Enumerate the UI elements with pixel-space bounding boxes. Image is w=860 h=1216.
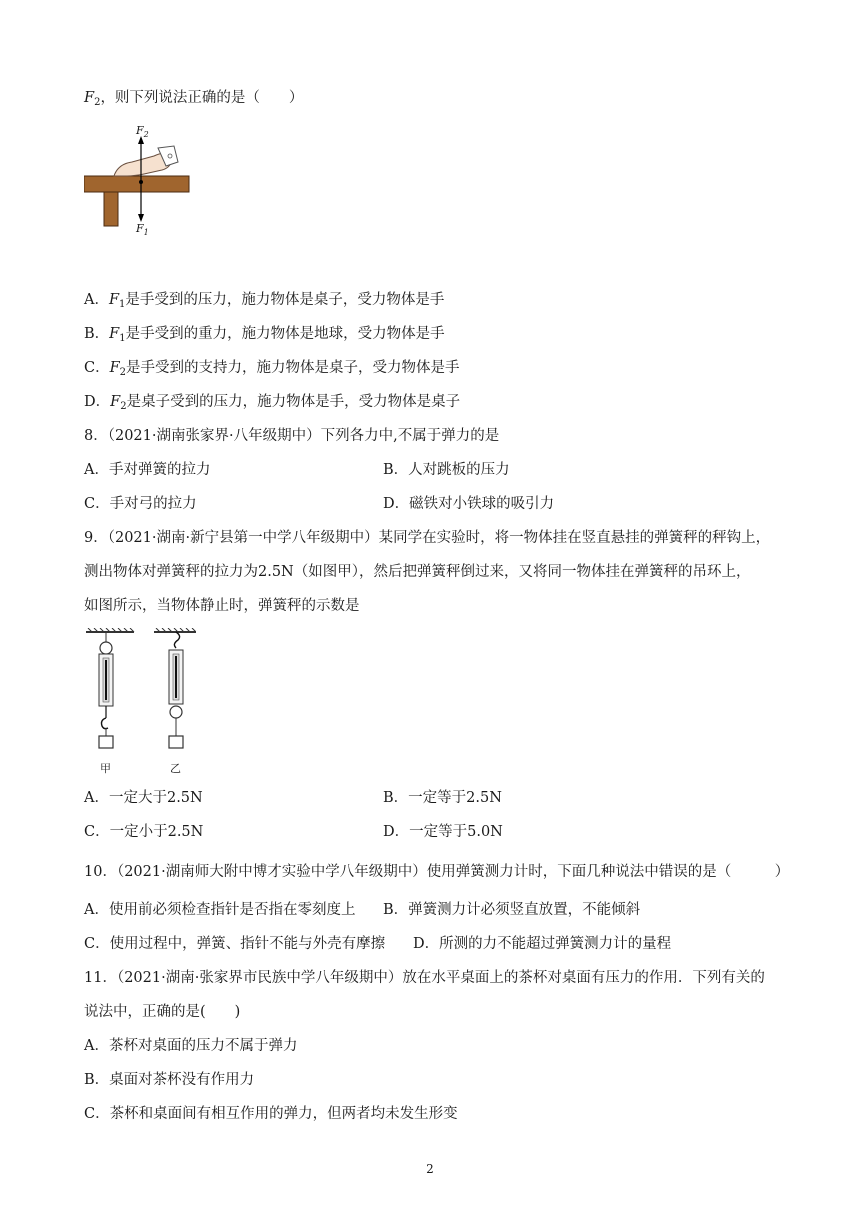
- q11-option-c: C．茶杯和桌面间有相互作用的弹力，但两者均未发生形变: [84, 1106, 458, 1122]
- q8-option-b: B．人对跳板的压力: [383, 462, 510, 478]
- q7-stem-text: ，则下列说法正确的是（ ）: [100, 90, 304, 106]
- q9-option-a: A．一定大于2.5N: [84, 790, 203, 806]
- f1-arrowhead: [138, 214, 144, 222]
- q8-option-d: D．磁铁对小铁球的吸引力: [383, 496, 555, 512]
- q9-spring-scales-figure: [86, 628, 196, 776]
- q7-stem: [84, 88, 303, 113]
- q8-option-a: A．手对弹簧的拉力: [84, 462, 211, 478]
- q9-option-c: C．一定小于2.5N: [84, 824, 204, 840]
- hand-table-diagram: [84, 124, 194, 236]
- table-top: [84, 176, 189, 192]
- q10-option-c: C．使用过程中，弹簧、指针不能与外壳有摩擦: [84, 936, 386, 952]
- f1-label: $F_1$: [136, 222, 149, 237]
- right-ring: [170, 706, 182, 718]
- q11-stem-line-2: 说法中，正确的是( ): [84, 1004, 241, 1020]
- q7-hand-table-figure: [84, 124, 194, 236]
- q9-option-d: D．一定等于5.0N: [383, 824, 503, 840]
- force-origin-dot: [139, 180, 143, 184]
- left-hook: [102, 718, 109, 729]
- left-ring: [100, 642, 112, 654]
- q7-stem-sub: 2: [94, 97, 101, 108]
- q8-option-c: C．手对弓的拉力: [84, 496, 197, 512]
- table-leg: [104, 192, 118, 226]
- q11-option-a: A．茶杯对桌面的压力不属于弹力: [84, 1038, 298, 1054]
- q7-option-a: A．$F_1$是手受到的压力，施力物体是桌子，受力物体是手: [84, 292, 445, 310]
- right-weight: [169, 736, 183, 748]
- spring-scales-diagram: [86, 628, 196, 763]
- q7-option-b: B．$F_1$是手受到的重力，施力物体是地球，受力物体是手: [84, 326, 445, 344]
- page-number: 2: [426, 1162, 434, 1176]
- q7-option-d: D．$F_2$是桌子受到的压力，施力物体是手，受力物体是桌子: [84, 394, 461, 412]
- q9-stem-line-2: 测出物体对弹簧秤的拉力为2.5N（如图甲），然后把弹簧秤倒过来，又将同一物体挂在弹簧秤的吊环上，: [84, 564, 751, 580]
- q7-option-c: C．$F_2$是手受到的支持力，施力物体是桌子，受力物体是手: [84, 360, 460, 378]
- scale-label-jia: 甲: [100, 762, 111, 775]
- q9-option-b: B．一定等于2.5N: [383, 790, 502, 806]
- q10-option-a: A．使用前必须检查指针是否指在零刻度上: [84, 902, 356, 918]
- right-top-hook: [174, 632, 179, 648]
- q10-option-b: B．弹簧测力计必须竖直放置，不能倾斜: [383, 902, 641, 918]
- q10-option-d: D．所测的力不能超过弹簧测力计的量程: [413, 936, 672, 952]
- f2-label: $F_2$: [136, 124, 149, 139]
- left-weight: [99, 736, 113, 748]
- q10-stem: 10．（2021·湖南师大附中博才实验中学八年级期中）使用弹簧测力计时，下面几种说法中错误的是（ ）: [84, 864, 790, 880]
- q8-stem: 8．（2021·湖南张家界·八年级期中）下列各力中,不属于弹力的是: [84, 428, 500, 444]
- q11-option-b: B．桌面对茶杯没有作用力: [84, 1072, 255, 1088]
- q9-stem-line-3: 如图所示，当物体静止时，弹簧秤的示数是: [84, 598, 360, 614]
- q11-stem-line-1: 11．（2021·湖南·张家界市民族中学八年级期中）放在水平桌面上的茶杯对桌面有压力的作用．下列有关的: [84, 970, 765, 986]
- scale-label-yi: 乙: [170, 762, 181, 775]
- q9-stem-line-1: 9．（2021·湖南·新宁县第一中学八年级期中）某同学在实验时，将一物体挂在竖直悬挂的弹簧秤的秤钩上，: [84, 530, 771, 546]
- q7-stem-var: F: [84, 90, 95, 106]
